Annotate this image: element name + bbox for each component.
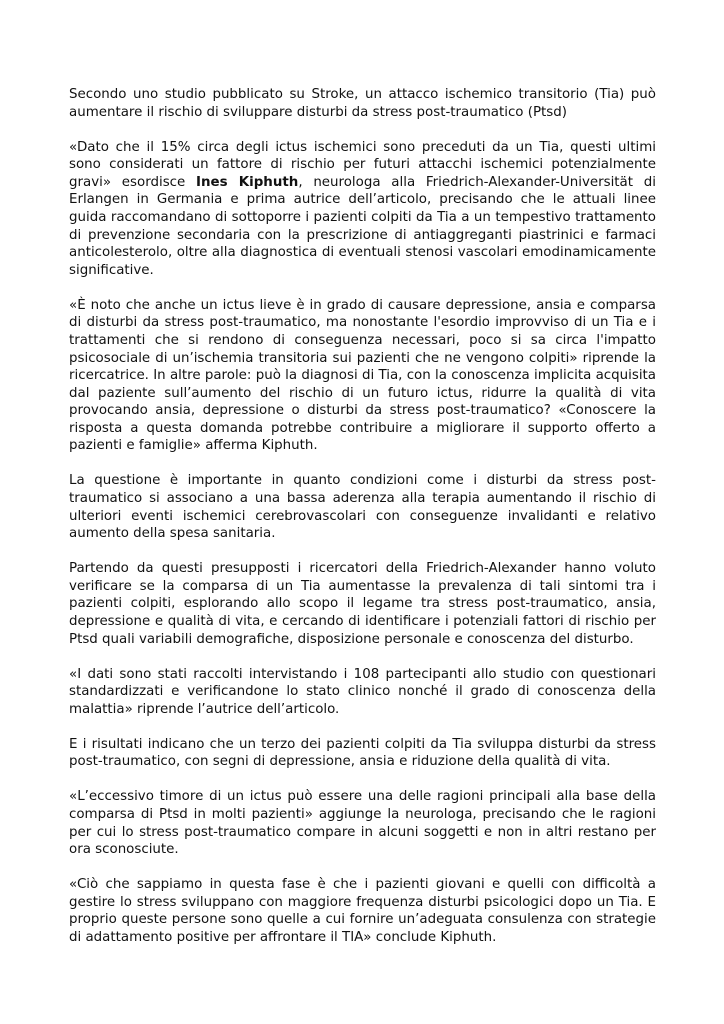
paragraph-research-aim: Partendo da questi presupposti i ricercatori della Friedrich-Alexander hanno voluto verificare se la comparsa di un Tia aumentasse la prevalenza di tali sintomi tra i pazienti colpiti, esplorando allo scopo il legame tra stress post-traumatico, ansia, depressione e qualità di vita, e cercando di identificare i potenziali fattori di rischio per Ptsd quali variabili demografiche, disposizione personale e conoscenza del disturbo. — [69, 561, 656, 647]
paragraph-mild-stroke: «È noto che anche un ictus lieve è in grado di causare depressione, ansia e comparsa di disturbi da stress post-traumatico, ma nonostante l'esordio improvviso di un Tia e i trattamenti che si rendono di conseguenza necessari, poco si sa circa l'impatto psicosociale di un’ischemia transitoria sui pazienti che ne vengono colpiti» riprende la ricercatrice. In altre parole: può la diagnosi di Tia, con la conoscenza implicita acquisita dal paziente sull’aumento del rischio di un futuro ictus, ridurre la qualità di vita provocando ansia, depressione o disturbi da stress post-traumatico? «Conoscere la risposta a questa domanda potrebbe contribuire a migliorare il supporto offerto a pazienti e famiglie» afferma Kiphuth. — [69, 297, 656, 454]
paragraph-kiphuth-quote-end: , neurologa alla Friedrich-Alexander-Universität di Erlangen in Germania e prima autrice dell’articolo, precisando che le attuali linee guida raccomandano di sottoporre i pazienti colpiti da Tia a un tempestivo trattamento di prevenzione secondaria con la prescrizione di antiaggreganti piastrinici e farmaci anticolesterolo, oltre alla diagnostica di eventuali stenosi vascolari emodinamicamente significative. — [69, 174, 656, 278]
paragraph-kiphuth-quote — [69, 139, 656, 280]
author-name: Ines Kiphuth — [196, 174, 299, 190]
paragraph-importance: La questione è importante in quanto condizioni come i disturbi da stress post-traumatico si associano a una bassa aderenza alla terapia aumentando il rischio di ulteriori eventi ischemici cerebrovascolari con conseguenze invalidanti e relativo aumento della spesa sanitaria. — [69, 473, 656, 542]
paragraph-intro: Secondo uno studio pubblicato su Stroke, un attacco ischemico transitorio (Tia) può aumentare il rischio di sviluppare disturbi da stress post-traumatico (Ptsd) — [69, 87, 656, 120]
paragraph-fear-of-stroke: «L’eccessivo timore di un ictus può essere una delle ragioni principali alla base della comparsa di Ptsd in molti pazienti» aggiunge la neurologa, precisando che le ragioni per cui lo stress post-traumatico compare in alcuni soggetti e non in altri restano per ora sconosciute. — [69, 789, 656, 858]
paragraph-results: E i risultati indicano che un terzo dei pazienti colpiti da Tia sviluppa disturbi da stress post-traumatico, con segni di depressione, ansia e riduzione della qualità di vita. — [69, 736, 656, 770]
paragraph-data-collection: «I dati sono stati raccolti intervistando i 108 partecipanti allo studio con questionari standardizzati e verificandone lo stato clinico nonché il grado di conoscenza della malattia» riprende l’autrice dell’articolo. — [69, 666, 656, 717]
paragraph-kiphuth-quote-start: «Dato che il 15% circa degli ictus ischemici sono preceduti da un Tia, questi ultimi sono considerati un fattore di rischio per futuri attacchi ischemici potenzialmente gravi» esordisce — [69, 139, 656, 190]
paragraph-conclusion: «Ciò che sappiamo in questa fase è che i pazienti giovani e quelli con difficoltà a gestire lo stress sviluppano con maggiore frequenza disturbi psicologici dopo un Tia. E proprio queste persone sono quelle a cui fornire un’adeguata consulenza con strategie di adattamento positive per affrontare il TIA» conclude Kiphuth. — [69, 877, 656, 945]
document-page — [69, 86, 656, 964]
